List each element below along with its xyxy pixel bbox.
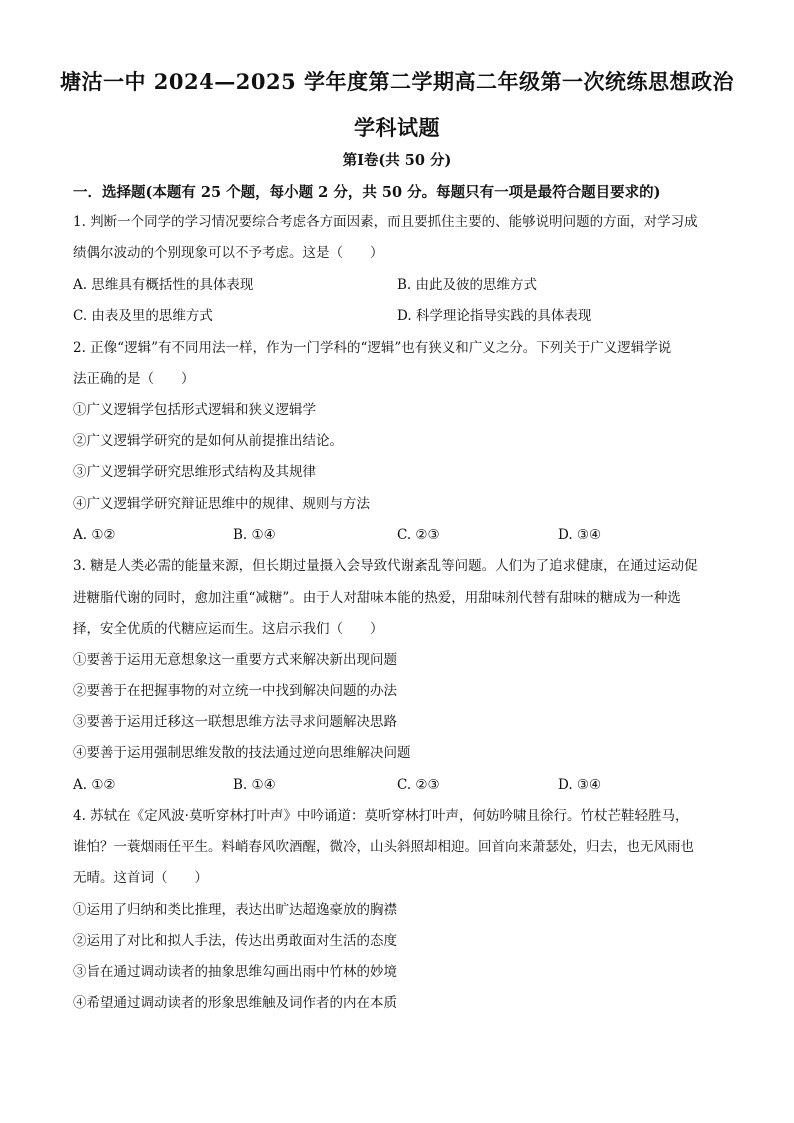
q2-option-b: B. ①④ [233,527,276,543]
exam-title-line1: 塘沽一中 2024—2025 学年度第二学期高二年级第一次统练思想政治 [59,69,734,94]
q2-option-d: D. ③④ [558,527,602,543]
q1-stem-line1: 1. 判断一个同学的学习情况要综合考虑各方面因素，而且要抓住主要的、能够说明问题的方面，对学习成 [73,214,698,230]
q2-stem-line2: 法正确的是（ ） [73,371,195,387]
q3-option-a: A. ①② [73,777,116,793]
q2-option-c: C. ②③ [397,527,440,543]
q2-statement-4: ④广义逻辑学研究辩证思维中的规律、规则与方法 [73,496,370,512]
q4-statement-2: ②运用了对比和拟人手法，传达出勇敢面对生活的态度 [73,933,397,949]
q4-statement-4: ④希望通过调动读者的形象思维触及词作者的内在本质 [73,995,397,1011]
q2-option-a: A. ①② [73,527,116,543]
q3-statement-3: ③要善于运用迁移这一联想思维方法寻求问题解决思路 [73,714,397,730]
q3-option-c: C. ②③ [397,777,440,793]
section-heading: 一．选择题(本题有 25 个题，每小题 2 分，共 50 分。每题只有一项是最符合题目要求的) [73,184,661,201]
q1-option-d: D. 科学理论指导实践的具体表现 [397,308,592,324]
q1-option-a: A. 思维具有概括性的具体表现 [73,277,254,293]
q2-statement-2: ②广义逻辑学研究的是如何从前提推出结论。 [73,433,343,449]
q2-statement-3: ③广义逻辑学研究思维形式结构及其规律 [73,464,316,480]
q4-stem-line1: 4. 苏轼在《定风波·莫听穿林打叶声》中吟诵道：莫听穿林打叶声，何妨吟啸且徐行。竹杖芒鞋轻胜马， [73,808,689,824]
q2-stem-line1: 2. 正像“逻辑”有不同用法一样，作为一门学科的“逻辑”也有狭义和广义之分。下列关于广义逻辑学说 [73,340,672,356]
q3-stem-line2: 进糖脂代谢的同时，愈加注重“减糖”。由于人对甜味本能的热爱，用甜味剂代替有甜味的糖成为一种选 [73,590,681,606]
q1-stem-line2: 绩偶尔波动的个别现象可以不予考虑。这是（ ） [73,245,384,261]
q3-option-d: D. ③④ [558,777,602,793]
exam-title-line2: 学科试题 [354,115,440,140]
q4-statement-3: ③旨在通过调动读者的抽象思维勾画出雨中竹林的妙境 [73,964,397,980]
q4-stem-line2: 谁怕？一蓑烟雨任平生。料峭春风吹酒醒，微冷，山头斜照却相迎。回首向来萧瑟处，归去，也无风雨也 [73,839,694,855]
q3-statement-2: ②要善于在把握事物的对立统一中找到解决问题的办法 [73,683,397,699]
q2-statement-1: ①广义逻辑学包括形式逻辑和狭义逻辑学 [73,402,316,418]
q4-statement-1: ①运用了归纳和类比推理，表达出旷达超逸豪放的胸襟 [73,902,397,918]
q3-statement-1: ①要善于运用无意想象这一重要方式来解决新出现问题 [73,652,397,668]
q4-stem-line3: 无晴。这首词（ ） [73,870,208,886]
volume-heading: 第Ⅰ卷(共 50 分) [342,152,452,169]
q1-option-b: B. 由此及彼的思维方式 [397,277,538,293]
q1-option-c: C. 由表及里的思维方式 [73,308,213,324]
q3-option-b: B. ①④ [233,777,276,793]
q3-stem-line3: 择，安全优质的代糖应运而生。这启示我们（ ） [73,621,384,637]
q3-stem-line1: 3. 糖是人类必需的能量来源，但长期过量摄入会导致代谢紊乱等问题。人们为了追求健康，在通过运动促 [73,558,698,574]
q3-statement-4: ④要善于运用强制思维发散的技法通过逆向思维解决问题 [73,745,411,761]
